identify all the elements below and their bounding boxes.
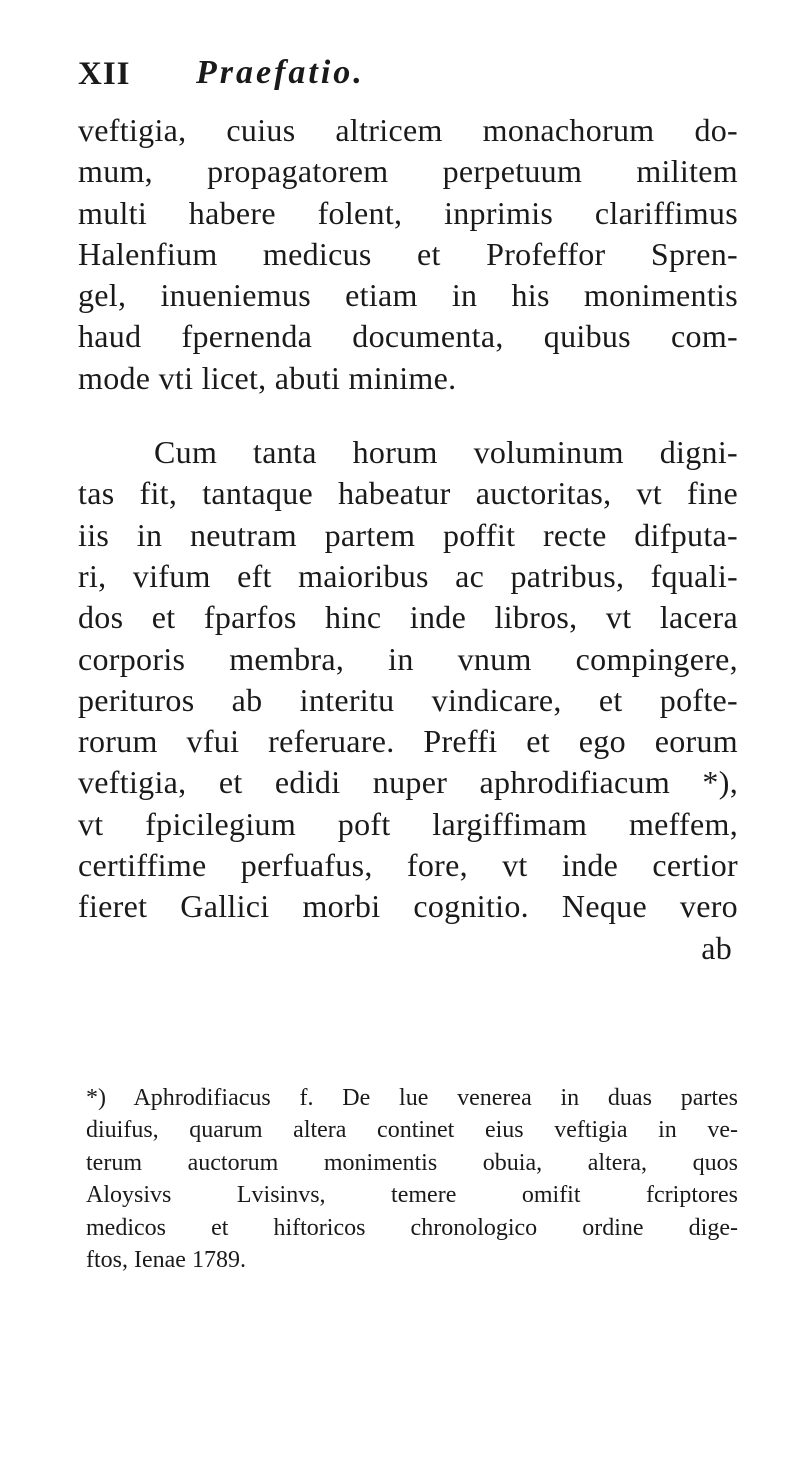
page-header xyxy=(78,50,738,100)
text-line: mode vti licet, abuti minime. xyxy=(78,359,457,396)
text-line: tas fit, tantaque habeatur auctoritas, vt fine xyxy=(78,475,738,512)
text-line: haud fpernenda documenta, quibus com- xyxy=(78,318,738,355)
text-line: gel, inueniemus etiam in his monimentis xyxy=(78,277,738,314)
page-number: XII xyxy=(78,56,131,92)
footnote xyxy=(86,1082,738,1276)
text-line: multi habere folent, inprimis clariffimus xyxy=(78,194,738,231)
text-line: veftigia, et edidi nuper aphrodifiacum *), xyxy=(78,764,738,801)
paragraph-2 xyxy=(78,432,738,969)
text-line: rorum vfui referuare. Preffi et ego eorum xyxy=(78,723,738,760)
catchword: ab xyxy=(701,929,732,966)
footnote-line: medicos et hiftoricos chronologico ordine dige- xyxy=(86,1214,738,1241)
paragraph-gap xyxy=(78,399,738,432)
footnote-line: ftos, Ienae 1789. xyxy=(86,1246,246,1273)
footnote-line: Aloysivs Lvisinvs, temere omifit fcriptores xyxy=(86,1182,738,1209)
text-line: perituros ab interitu vindicare, et pofte- xyxy=(78,681,738,718)
footnote-line: *) Aphrodifiacus f. De lue venerea in duas partes xyxy=(86,1085,738,1111)
text-line: Cum tanta horum voluminum digni- xyxy=(154,434,738,471)
text-line: veftigia, cuius altricem monachorum do- xyxy=(78,112,738,148)
footnote-line: diuifus, quarum altera continet eius veftigia in ve- xyxy=(86,1117,738,1144)
text-line: ri, vifum eft maioribus ac patribus, fquali- xyxy=(78,557,738,594)
text-line: Halenfium medicus et Profeffor Spren- xyxy=(78,235,738,272)
footnote-line: terum auctorum monimentis obuia, altera, quos xyxy=(86,1149,738,1176)
text-line: iis in neutram partem poffit recte difputa- xyxy=(78,516,738,553)
text-line: corporis membra, in vnum compingere, xyxy=(78,640,738,677)
text-line: vt fpicilegium poft largiffimam meffem, xyxy=(78,805,738,842)
text-line: dos et fparfos hinc inde libros, vt lacera xyxy=(78,599,738,636)
text-line: mum, propagatorem perpetuum militem xyxy=(78,153,738,190)
running-head: Praefatio. xyxy=(196,54,365,91)
text-line: certiffime perfuafus, fore, vt inde certior xyxy=(78,847,738,884)
text-line: fieret Gallici morbi cognitio. Neque vero xyxy=(78,888,738,925)
paragraph-1 xyxy=(78,110,738,399)
main-text xyxy=(78,110,738,969)
